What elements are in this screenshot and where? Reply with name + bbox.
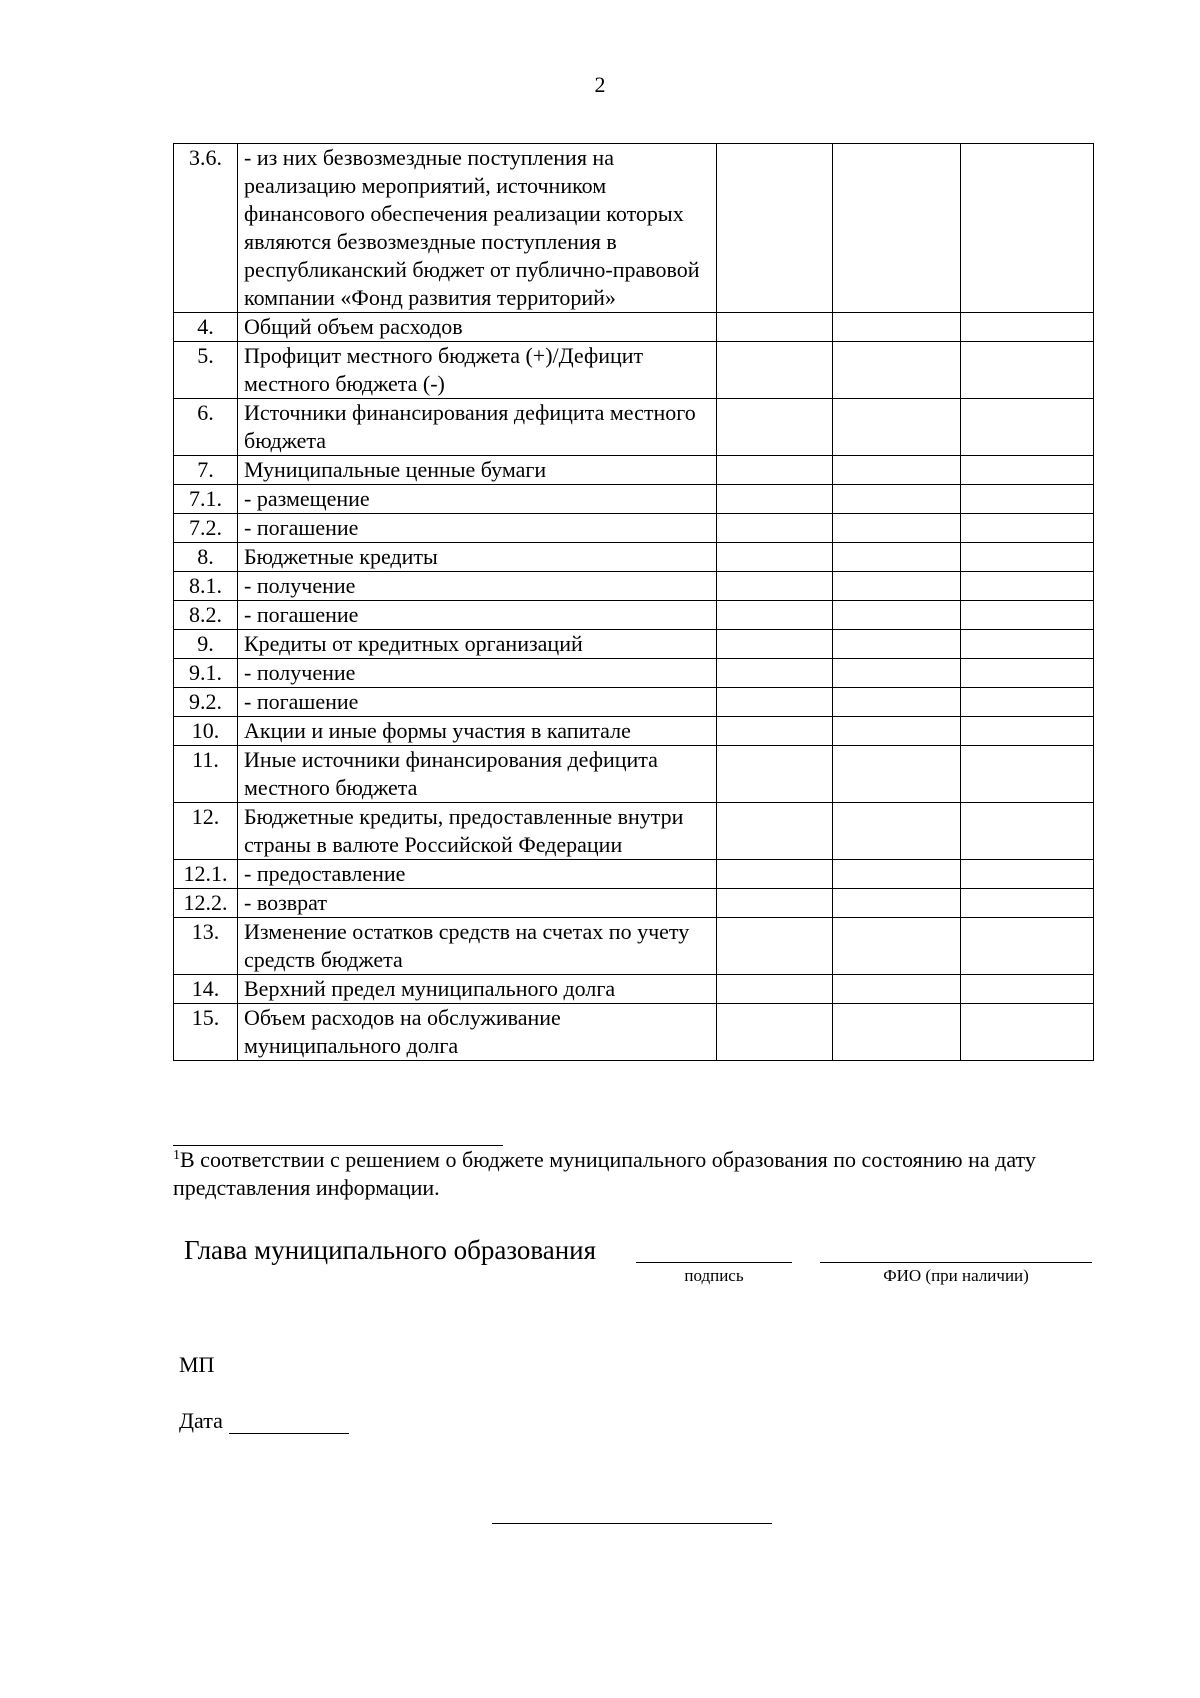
value-cell-2[interactable] [833, 144, 961, 313]
budget-table-body [174, 144, 1094, 1061]
value-cell-1[interactable] [717, 803, 833, 860]
signature-caption: подпись [684, 1266, 744, 1285]
table-row [174, 860, 1094, 889]
value-cell-3[interactable] [961, 889, 1094, 918]
table-row [174, 399, 1094, 456]
value-cell-3[interactable] [961, 399, 1094, 456]
value-cell-1[interactable] [717, 342, 833, 399]
value-cell-3[interactable] [961, 572, 1094, 601]
value-cell-1[interactable] [717, 1004, 833, 1061]
row-number: 8. [174, 543, 238, 572]
value-cell-1[interactable] [717, 918, 833, 975]
date-field [179, 1408, 349, 1434]
table-row [174, 313, 1094, 342]
value-cell-2[interactable] [833, 313, 961, 342]
row-indicator: Общий объем расходов [238, 313, 717, 342]
row-indicator: - из них безвозмездные поступления на реализацию мероприятий, источником финансового обеспечения реализации которых являются безвозмездные поступления в республиканский бюджет от публично-правовой компании «Фонд развития территорий» [238, 144, 717, 313]
row-number: 11. [174, 746, 238, 803]
value-cell-2[interactable] [833, 601, 961, 630]
row-number: 15. [174, 1004, 238, 1061]
value-cell-3[interactable] [961, 1004, 1094, 1061]
row-indicator: Муниципальные ценные бумаги [238, 456, 717, 485]
row-number: 10. [174, 717, 238, 746]
row-indicator: Иные источники финансирования дефицита местного бюджета [238, 746, 717, 803]
row-indicator: - размещение [238, 485, 717, 514]
value-cell-3[interactable] [961, 342, 1094, 399]
row-indicator: Объем расходов на обслуживание муниципального долга [238, 1004, 717, 1061]
value-cell-2[interactable] [833, 717, 961, 746]
table-row [174, 659, 1094, 688]
row-number: 12.1. [174, 860, 238, 889]
value-cell-1[interactable] [717, 514, 833, 543]
value-cell-3[interactable] [961, 717, 1094, 746]
table-row [174, 572, 1094, 601]
value-cell-1[interactable] [717, 889, 833, 918]
table-row [174, 803, 1094, 860]
value-cell-2[interactable] [833, 543, 961, 572]
table-row [174, 975, 1094, 1004]
value-cell-1[interactable] [717, 975, 833, 1004]
table-row [174, 485, 1094, 514]
signature-line [636, 1262, 792, 1263]
row-indicator: - погашение [238, 601, 717, 630]
table-row [174, 342, 1094, 399]
value-cell-3[interactable] [961, 860, 1094, 889]
value-cell-2[interactable] [833, 746, 961, 803]
value-cell-1[interactable] [717, 543, 833, 572]
value-cell-3[interactable] [961, 144, 1094, 313]
budget-table [173, 143, 1094, 1061]
table-row [174, 746, 1094, 803]
value-cell-1[interactable] [717, 399, 833, 456]
value-cell-3[interactable] [961, 514, 1094, 543]
row-number: 5. [174, 342, 238, 399]
row-indicator: - предоставление [238, 860, 717, 889]
value-cell-2[interactable] [833, 456, 961, 485]
table-row [174, 889, 1094, 918]
row-indicator: Бюджетные кредиты [238, 543, 717, 572]
row-indicator: Акции и иные формы участия в капитале [238, 717, 717, 746]
table-row [174, 601, 1094, 630]
row-number: 9.2. [174, 688, 238, 717]
date-label: Дата [179, 1408, 223, 1433]
value-cell-3[interactable] [961, 456, 1094, 485]
value-cell-2[interactable] [833, 975, 961, 1004]
page-number: 2 [594, 72, 606, 97]
row-indicator: Профицит местного бюджета (+)/Дефицит местного бюджета (-) [238, 342, 717, 399]
row-indicator: - погашение [238, 688, 717, 717]
value-cell-2[interactable] [833, 860, 961, 889]
end-rule [492, 1523, 772, 1524]
row-number: 7.2. [174, 514, 238, 543]
table-row [174, 630, 1094, 659]
value-cell-2[interactable] [833, 630, 961, 659]
value-cell-3[interactable] [961, 485, 1094, 514]
value-cell-2[interactable] [833, 688, 961, 717]
row-indicator: - получение [238, 572, 717, 601]
footnote [173, 1146, 1093, 1202]
table-row [174, 717, 1094, 746]
table-row [174, 456, 1094, 485]
row-number: 8.1. [174, 572, 238, 601]
value-cell-1[interactable] [717, 456, 833, 485]
row-indicator: - погашение [238, 514, 717, 543]
value-cell-2[interactable] [833, 572, 961, 601]
row-indicator: Кредиты от кредитных организаций [238, 630, 717, 659]
table-row [174, 514, 1094, 543]
row-indicator: Верхний предел муниципального долга [238, 975, 717, 1004]
row-indicator: Бюджетные кредиты, предоставленные внутри страны в валюте Российской Федерации [238, 803, 717, 860]
date-line [229, 1411, 349, 1434]
row-number: 7.1. [174, 485, 238, 514]
row-number: 8.2. [174, 601, 238, 630]
footnote-marker: 1 [173, 1148, 180, 1163]
row-number: 9.1. [174, 659, 238, 688]
value-cell-2[interactable] [833, 889, 961, 918]
value-cell-3[interactable] [961, 746, 1094, 803]
row-number: 4. [174, 313, 238, 342]
value-cell-1[interactable] [717, 485, 833, 514]
row-indicator: Источники финансирования дефицита местного бюджета [238, 399, 717, 456]
row-number: 7. [174, 456, 238, 485]
value-cell-3[interactable] [961, 313, 1094, 342]
value-cell-1[interactable] [717, 860, 833, 889]
value-cell-1[interactable] [717, 688, 833, 717]
value-cell-3[interactable] [961, 688, 1094, 717]
value-cell-2[interactable] [833, 485, 961, 514]
value-cell-1[interactable] [717, 717, 833, 746]
value-cell-3[interactable] [961, 975, 1094, 1004]
value-cell-1[interactable] [717, 601, 833, 630]
value-cell-1[interactable] [717, 313, 833, 342]
value-cell-1[interactable] [717, 659, 833, 688]
stamp-label: МП [179, 1352, 215, 1377]
row-indicator: - получение [238, 659, 717, 688]
name-line [820, 1262, 1092, 1263]
value-cell-3[interactable] [961, 803, 1094, 860]
value-cell-3[interactable] [961, 918, 1094, 975]
value-cell-2[interactable] [833, 659, 961, 688]
row-number: 12. [174, 803, 238, 860]
row-number: 14. [174, 975, 238, 1004]
row-indicator: - возврат [238, 889, 717, 918]
table-row [174, 1004, 1094, 1061]
value-cell-3[interactable] [961, 630, 1094, 659]
table-row [174, 543, 1094, 572]
value-cell-2[interactable] [833, 399, 961, 456]
table-row [174, 918, 1094, 975]
table-row [174, 144, 1094, 313]
value-cell-1[interactable] [717, 746, 833, 803]
table-row [174, 688, 1094, 717]
value-cell-1[interactable] [717, 144, 833, 313]
row-number: 9. [174, 630, 238, 659]
value-cell-1[interactable] [717, 630, 833, 659]
row-number: 12.2. [174, 889, 238, 918]
value-cell-2[interactable] [833, 1004, 961, 1061]
row-indicator: Изменение остатков средств на счетах по учету средств бюджета [238, 918, 717, 975]
row-number: 3.6. [174, 144, 238, 313]
footnote-text: В соответствии с решением о бюджете муниципального образования по состоянию на дату представления информации. [173, 1147, 1036, 1200]
value-cell-3[interactable] [961, 659, 1094, 688]
value-cell-2[interactable] [833, 803, 961, 860]
value-cell-3[interactable] [961, 601, 1094, 630]
name-caption: ФИО (при наличии) [883, 1266, 1029, 1285]
signature-label: Глава муниципального образования [184, 1235, 597, 1265]
value-cell-2[interactable] [833, 514, 961, 543]
value-cell-1[interactable] [717, 572, 833, 601]
row-number: 6. [174, 399, 238, 456]
value-cell-2[interactable] [833, 918, 961, 975]
row-number: 13. [174, 918, 238, 975]
value-cell-3[interactable] [961, 543, 1094, 572]
value-cell-2[interactable] [833, 342, 961, 399]
